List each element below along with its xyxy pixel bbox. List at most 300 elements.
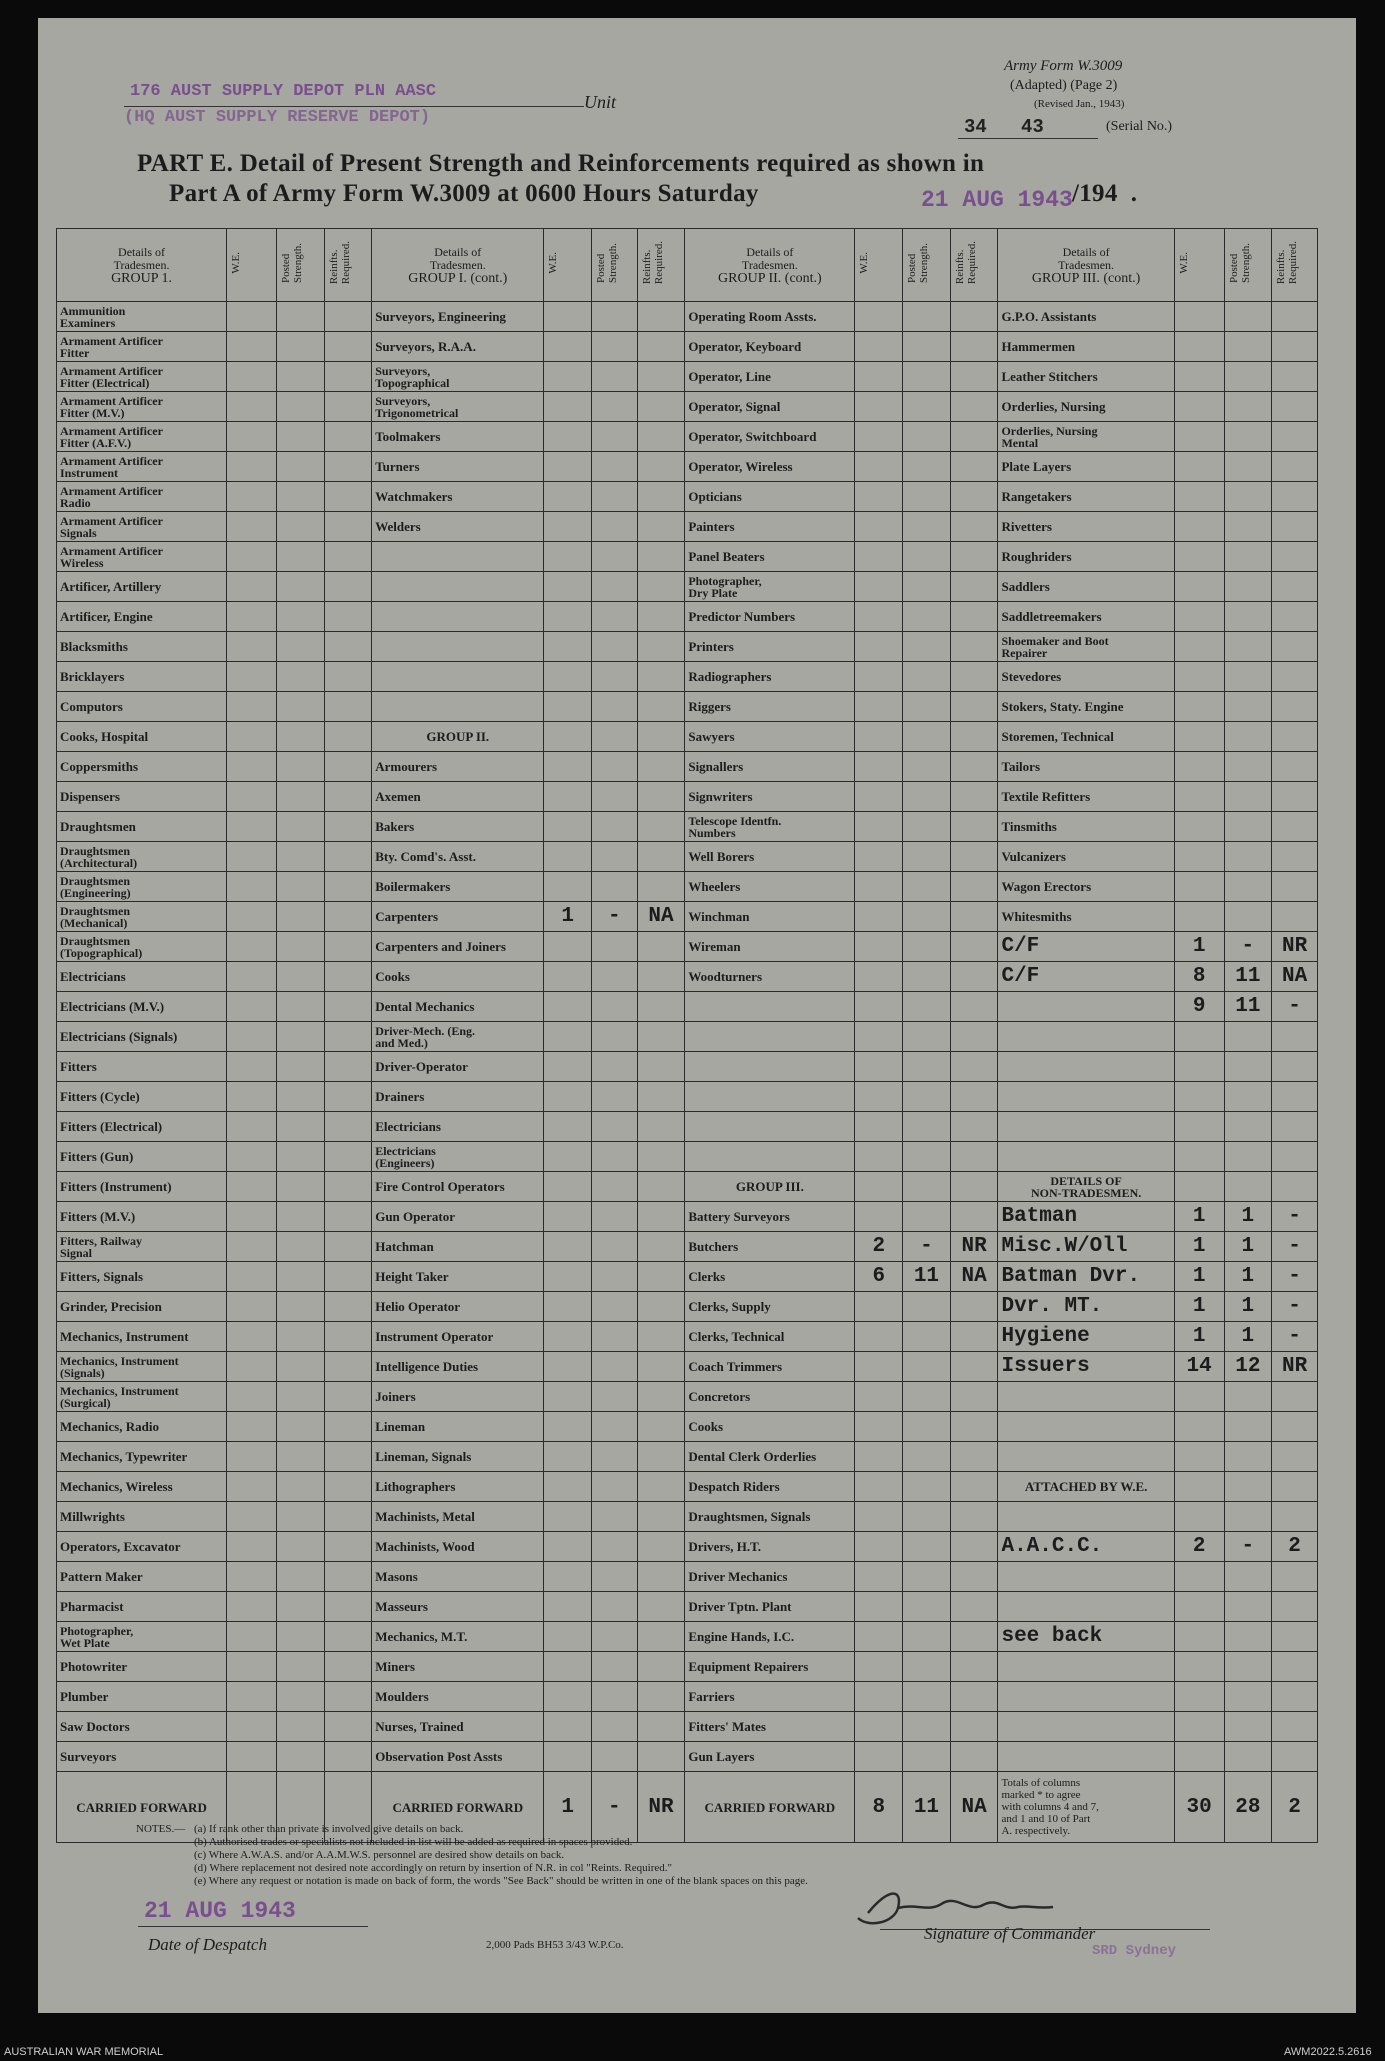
reinf-cell <box>637 932 685 962</box>
posted-cell <box>276 1622 324 1652</box>
reinf-cell <box>637 482 685 512</box>
trade-name: C/F <box>998 932 1174 962</box>
we-cell <box>544 842 592 872</box>
trade-name: Armament Artificer Signals <box>57 512 227 542</box>
we-cell <box>544 1352 592 1382</box>
posted-cell <box>592 692 638 722</box>
reinf-cell <box>324 902 372 932</box>
table-row <box>57 512 1318 542</box>
posted-cell <box>1224 782 1272 812</box>
posted-cell <box>1224 602 1272 632</box>
posted-cell <box>592 962 638 992</box>
reinf-cell <box>950 1082 998 1112</box>
posted-cell <box>1224 1442 1272 1472</box>
we-cell <box>544 1232 592 1262</box>
trade-name: Photographer, Dry Plate <box>685 572 855 602</box>
posted-cell <box>276 452 324 482</box>
reinf-cell: - <box>1272 1322 1318 1352</box>
we-cell <box>855 722 903 752</box>
reinf-cell <box>637 302 685 332</box>
reinf-cell <box>950 1172 998 1202</box>
posted-cell <box>1224 302 1272 332</box>
table-row <box>57 752 1318 782</box>
reinf-cell: - <box>1272 1262 1318 1292</box>
posted-cell <box>1224 542 1272 572</box>
trade-name: Coppersmiths <box>57 752 227 782</box>
reinf-cell <box>324 452 372 482</box>
reinf-cell <box>324 332 372 362</box>
reinf-cell <box>324 1652 372 1682</box>
posted-cell <box>1224 722 1272 752</box>
trade-name: Engine Hands, I.C. <box>685 1622 855 1652</box>
we-cell <box>544 1622 592 1652</box>
reinf-cell <box>637 992 685 1022</box>
posted-cell <box>903 1112 951 1142</box>
total-reinf: 2 <box>1272 1772 1318 1843</box>
we-cell <box>227 1532 277 1562</box>
we-cell: 1 <box>1174 1232 1224 1262</box>
table-row <box>57 992 1318 1022</box>
trade-name: Opticians <box>685 482 855 512</box>
reinf-cell <box>950 872 998 902</box>
we-cell <box>227 1742 277 1772</box>
table-row <box>57 1532 1318 1562</box>
reinf-cell <box>1272 1622 1318 1652</box>
table-row <box>57 1262 1318 1292</box>
posted-cell <box>1224 1742 1272 1772</box>
reinf-cell <box>950 842 998 872</box>
reinf-cell <box>1272 1592 1318 1622</box>
posted-cell <box>903 932 951 962</box>
trade-name: Fitters (Gun) <box>57 1142 227 1172</box>
we-cell <box>544 1592 592 1622</box>
reinf-cell <box>950 1022 998 1052</box>
we-cell <box>1174 632 1224 662</box>
posted-cell <box>592 1112 638 1142</box>
posted-cell <box>276 1172 324 1202</box>
posted-cell <box>592 602 638 632</box>
reinf-cell <box>637 1142 685 1172</box>
trade-name: Clerks, Technical <box>685 1322 855 1352</box>
reinf-cell <box>1272 302 1318 332</box>
we-cell <box>855 1142 903 1172</box>
notes-label: NOTES.— <box>136 1823 186 1835</box>
reinf-cell <box>950 572 998 602</box>
trade-name: Saddletreemakers <box>998 602 1174 632</box>
reinf-cell <box>637 962 685 992</box>
trade-name: Turners <box>372 452 544 482</box>
we-cell <box>855 962 903 992</box>
reinf-cell <box>637 1622 685 1652</box>
reinf-cell <box>950 1622 998 1652</box>
we-cell: 1 <box>1174 1292 1224 1322</box>
reinf-cell <box>324 392 372 422</box>
we-cell: 1 <box>1174 932 1224 962</box>
posted-cell <box>1224 362 1272 392</box>
reinf-cell <box>950 722 998 752</box>
group-heading: GROUP III. <box>685 1172 855 1202</box>
we-cell <box>227 1082 277 1112</box>
we-cell <box>1174 662 1224 692</box>
posted-cell <box>276 1292 324 1322</box>
posted-cell <box>276 872 324 902</box>
posted-cell <box>276 392 324 422</box>
posted-cell <box>903 1202 951 1232</box>
we-cell <box>1174 1622 1224 1652</box>
trade-name: Armament Artificer Radio <box>57 482 227 512</box>
we-cell <box>1174 872 1224 902</box>
reinf-cell: - <box>1272 1202 1318 1232</box>
title-line-2: Part A of Army Form W.3009 at 0600 Hours Saturday <box>169 180 759 207</box>
reinf-cell <box>950 632 998 662</box>
posted-cell <box>903 362 951 392</box>
reinf-cell <box>324 302 372 332</box>
posted-cell <box>592 992 638 1022</box>
reinf-cell <box>1272 1562 1318 1592</box>
posted-cell <box>903 992 951 1022</box>
header-row <box>57 229 1318 302</box>
details-label: Details of Tradesmen. <box>1058 244 1115 272</box>
posted-cell: - <box>903 1232 951 1262</box>
posted-cell <box>276 1352 324 1382</box>
reinf-cell <box>637 1442 685 1472</box>
trade-name: Mechanics, Wireless <box>57 1472 227 1502</box>
group-1-cont-label: GROUP I. (cont.) <box>408 270 508 286</box>
posted-header: Posted Strength. <box>1224 229 1272 302</box>
reinf-cell <box>637 632 685 662</box>
posted-cell <box>1224 1472 1272 1502</box>
despatch-underline <box>138 1926 368 1927</box>
posted-cell <box>276 1442 324 1472</box>
reinf-cell <box>637 1262 685 1292</box>
table-row <box>57 1622 1318 1652</box>
reinf-cell <box>950 512 998 542</box>
we-cell <box>227 1382 277 1412</box>
trade-name: see back <box>998 1622 1174 1652</box>
trade-name <box>372 572 544 602</box>
reinf-cell <box>1272 332 1318 362</box>
trade-name: Concretors <box>685 1382 855 1412</box>
trade-name: Machinists, Wood <box>372 1532 544 1562</box>
we-cell: 1 <box>1174 1322 1224 1352</box>
reinf-cell <box>324 1682 372 1712</box>
reinf-cell <box>637 512 685 542</box>
posted-cell <box>903 542 951 572</box>
trade-name <box>998 1382 1174 1412</box>
we-cell <box>227 1682 277 1712</box>
reinf-cell <box>637 1472 685 1502</box>
reinf-cell <box>950 542 998 572</box>
posted-cell <box>276 1202 324 1232</box>
posted-cell <box>276 632 324 662</box>
reinf-cell <box>324 1622 372 1652</box>
we-cell <box>1174 392 1224 422</box>
col4-header <box>998 229 1174 302</box>
we-cell: 1 <box>544 902 592 932</box>
reinf-cell <box>324 1562 372 1592</box>
posted-cell <box>903 812 951 842</box>
posted-cell <box>276 1412 324 1442</box>
trade-name: Millwrights <box>57 1502 227 1532</box>
we-cell <box>1174 1112 1224 1142</box>
reinf-cell <box>950 782 998 812</box>
form-page <box>38 18 1356 2013</box>
trade-name: Operator, Signal <box>685 392 855 422</box>
we-cell <box>544 1142 592 1172</box>
despatch-date-stamp: 21 AUG 1943 <box>144 1898 296 1924</box>
posted-cell <box>276 572 324 602</box>
we-cell <box>227 1652 277 1682</box>
we-cell <box>227 1442 277 1472</box>
reinf-cell <box>637 782 685 812</box>
reinf-cell: NA <box>1272 962 1318 992</box>
we-cell <box>855 1412 903 1442</box>
trade-name: Operating Room Assts. <box>685 302 855 332</box>
group-2-cont-label: GROUP II. (cont.) <box>718 270 822 286</box>
reinf-cell <box>950 902 998 932</box>
we-cell <box>1174 1022 1224 1052</box>
reinf-cell <box>950 1142 998 1172</box>
reinf-cell <box>637 1682 685 1712</box>
trade-name: Boilermakers <box>372 872 544 902</box>
reinf-cell <box>950 962 998 992</box>
we-cell <box>227 332 277 362</box>
we-cell <box>544 362 592 392</box>
table-row <box>57 1232 1318 1262</box>
reinf-cell <box>950 302 998 332</box>
we-cell <box>227 302 277 332</box>
posted-cell <box>592 1622 638 1652</box>
posted-cell <box>592 542 638 572</box>
we-cell <box>544 782 592 812</box>
trade-name: Butchers <box>685 1232 855 1262</box>
table-row <box>57 422 1318 452</box>
we-cell <box>855 452 903 482</box>
we-cell <box>855 692 903 722</box>
reinf-cell <box>637 1292 685 1322</box>
we-cell <box>855 1112 903 1142</box>
we-cell: 2 <box>855 1232 903 1262</box>
trade-name: Battery Surveyors <box>685 1202 855 1232</box>
we-cell <box>1174 1082 1224 1112</box>
posted-cell <box>903 1442 951 1472</box>
posted-cell <box>1224 662 1272 692</box>
reinf-cell <box>1272 1112 1318 1142</box>
posted-cell: 11 <box>1224 992 1272 1022</box>
table-row <box>57 1592 1318 1622</box>
trade-name: Shoemaker and Boot Repairer <box>998 632 1174 662</box>
note-b: (b) Authorised trades or specialists not included in list will be added as required in spaces provided. <box>194 1836 633 1848</box>
trade-name: Draughtsmen <box>57 812 227 842</box>
reinf-cell <box>950 1502 998 1532</box>
trade-name: Machinists, Metal <box>372 1502 544 1532</box>
trade-name: Plate Layers <box>998 452 1174 482</box>
table-row <box>57 1502 1318 1532</box>
posted-cell <box>592 452 638 482</box>
reinf-cell <box>1272 542 1318 572</box>
table-row <box>57 1292 1318 1322</box>
posted-cell: 11 <box>1224 962 1272 992</box>
reinf-cell <box>324 722 372 752</box>
table-row <box>57 1112 1318 1142</box>
we-cell <box>544 932 592 962</box>
posted-cell <box>276 1742 324 1772</box>
we-cell <box>227 662 277 692</box>
posted-cell <box>276 1592 324 1622</box>
posted-cell <box>1224 1142 1272 1172</box>
reinf-cell <box>637 1352 685 1382</box>
trade-name <box>685 992 855 1022</box>
reinf-cell <box>324 1532 372 1562</box>
note-d: (d) Where replacement not desired note accordingly on return by insertion of N.R. in col "Reints. Required." <box>194 1862 672 1874</box>
reinf-cell <box>324 482 372 512</box>
posted-cell: 11 <box>903 1262 951 1292</box>
trade-name: Lineman, Signals <box>372 1442 544 1472</box>
posted-cell <box>592 842 638 872</box>
reinf-cell <box>324 1382 372 1412</box>
trade-name: Wireman <box>685 932 855 962</box>
trade-name <box>685 1142 855 1172</box>
trade-name: Hygiene <box>998 1322 1174 1352</box>
posted-cell <box>592 1442 638 1472</box>
posted-cell <box>1224 1712 1272 1742</box>
trade-name: Storemen, Technical <box>998 722 1174 752</box>
we-cell <box>544 572 592 602</box>
reinf-cell <box>1272 512 1318 542</box>
we-cell <box>1174 332 1224 362</box>
trade-name: Signwriters <box>685 782 855 812</box>
table-row <box>57 1142 1318 1172</box>
reinfts-header: Reinfts. Required. <box>1272 229 1318 302</box>
we-cell <box>227 542 277 572</box>
serial-label: (Serial No.) <box>1106 119 1173 134</box>
table-row <box>57 302 1318 332</box>
trade-name <box>685 1082 855 1112</box>
we-cell <box>227 992 277 1022</box>
reinf-cell <box>637 842 685 872</box>
reinf-cell <box>950 1412 998 1442</box>
posted-cell <box>592 1412 638 1442</box>
trade-name: Rangetakers <box>998 482 1174 512</box>
we-cell <box>1174 842 1224 872</box>
reinf-cell <box>637 812 685 842</box>
trade-name: Tinsmiths <box>998 812 1174 842</box>
trade-name: Driver-Operator <box>372 1052 544 1082</box>
we-cell <box>227 362 277 392</box>
group-heading: GROUP II. <box>372 722 544 752</box>
trade-name: Rivetters <box>998 512 1174 542</box>
reinf-cell <box>950 1532 998 1562</box>
we-cell <box>227 722 277 752</box>
we-cell <box>227 452 277 482</box>
posted-cell <box>592 662 638 692</box>
reinf-cell <box>1272 1052 1318 1082</box>
we-cell <box>227 782 277 812</box>
posted-cell <box>903 1472 951 1502</box>
posted-cell <box>903 1082 951 1112</box>
posted-cell <box>1224 1172 1272 1202</box>
posted-cell <box>903 722 951 752</box>
posted-cell <box>592 572 638 602</box>
we-cell <box>544 752 592 782</box>
reinf-cell <box>637 542 685 572</box>
posted-cell <box>276 302 324 332</box>
trade-name <box>998 1112 1174 1142</box>
posted-cell <box>1224 1502 1272 1532</box>
title-year-suffix: /194 . <box>1072 180 1138 207</box>
trade-name <box>998 1592 1174 1622</box>
posted-cell <box>592 1652 638 1682</box>
reinf-cell <box>1272 1472 1318 1502</box>
we-cell <box>227 422 277 452</box>
posted-cell <box>276 1562 324 1592</box>
we-cell <box>1174 1502 1224 1532</box>
posted-cell <box>592 1592 638 1622</box>
trade-name: Dvr. MT. <box>998 1292 1174 1322</box>
we-cell <box>544 302 592 332</box>
we-cell <box>855 1022 903 1052</box>
posted-cell <box>1224 1052 1272 1082</box>
reinf-cell <box>1272 872 1318 902</box>
posted-cell <box>903 842 951 872</box>
trade-name: Printers <box>685 632 855 662</box>
posted-cell <box>1224 1022 1272 1052</box>
table-row <box>57 362 1318 392</box>
posted-cell <box>276 1262 324 1292</box>
reinf-cell <box>950 1652 998 1682</box>
posted-cell <box>903 962 951 992</box>
posted-cell <box>592 1052 638 1082</box>
reinf-cell <box>637 1202 685 1232</box>
we-cell <box>1174 1712 1224 1742</box>
posted-cell <box>592 1352 638 1382</box>
reinf-cell <box>1272 392 1318 422</box>
cf-col3-reinf: NA <box>950 1772 998 1843</box>
reinf-cell <box>324 962 372 992</box>
reinf-cell <box>637 452 685 482</box>
cf-col3-we: 8 <box>855 1772 903 1843</box>
trade-name: Carpenters and Joiners <box>372 932 544 962</box>
we-cell <box>544 722 592 752</box>
reinf-cell <box>1272 1382 1318 1412</box>
trade-name: Despatch Riders <box>685 1472 855 1502</box>
table-row <box>57 392 1318 422</box>
we-cell <box>855 632 903 662</box>
carried-forward-label: CARRIED FORWARD <box>685 1772 855 1843</box>
trade-name <box>998 1712 1174 1742</box>
trade-name: Dental Mechanics <box>372 992 544 1022</box>
reinf-cell <box>1272 1742 1318 1772</box>
reinf-cell <box>637 1532 685 1562</box>
reinf-cell <box>637 1082 685 1112</box>
trade-name: Winchman <box>685 902 855 932</box>
trade-name: Fitters' Mates <box>685 1712 855 1742</box>
table-row <box>57 1052 1318 1082</box>
we-cell <box>1174 1652 1224 1682</box>
reinf-cell <box>637 332 685 362</box>
posted-cell <box>276 602 324 632</box>
sydney-stamp: SRD Sydney <box>1092 1943 1177 1959</box>
we-cell <box>544 1382 592 1412</box>
trade-name: Woodturners <box>685 962 855 992</box>
trade-name: Coach Trimmers <box>685 1352 855 1382</box>
trade-name: Armament Artificer Fitter (Electrical) <box>57 362 227 392</box>
posted-cell <box>903 1532 951 1562</box>
we-cell <box>544 1172 592 1202</box>
reinfts-header: Reinfts. Required. <box>950 229 998 302</box>
we-cell: 8 <box>1174 962 1224 992</box>
totals-note: Totals of columns marked * to agree with columns 4 and 7, and 1 and 10 of Part A. respectively. <box>998 1772 1174 1843</box>
